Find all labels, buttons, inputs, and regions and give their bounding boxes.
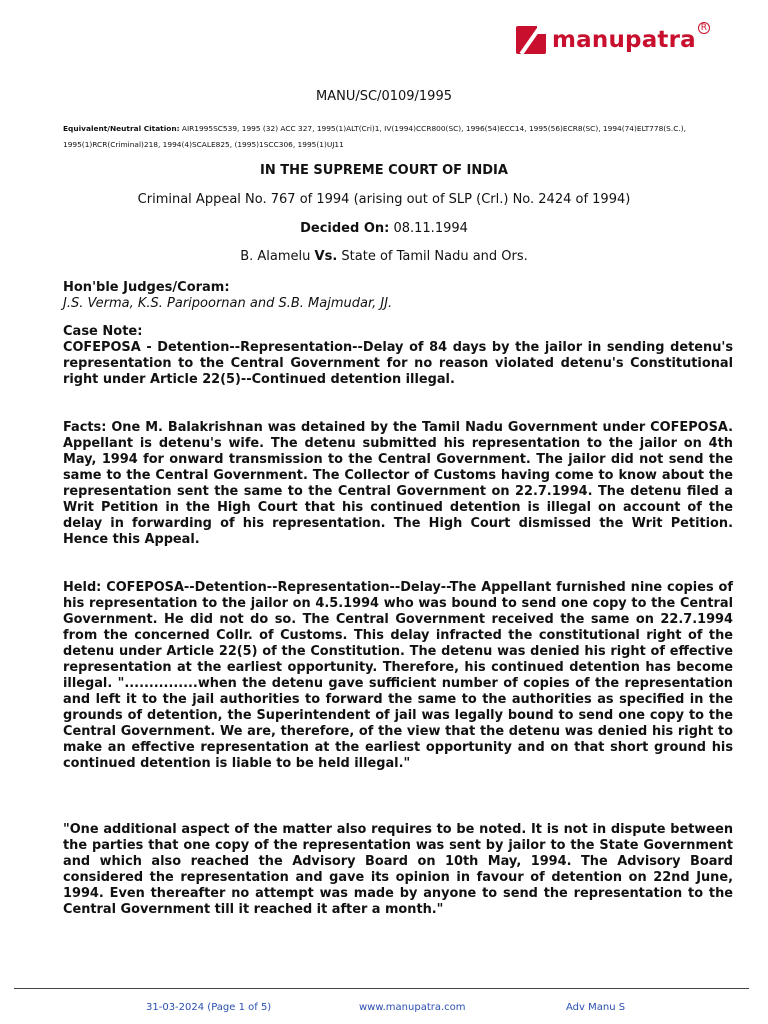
party-respondent: State of Tamil Nadu and Ors. <box>341 249 528 264</box>
footer-user: Adv Manu S <box>566 1002 626 1013</box>
case-note-summary: COFEPOSA - Detention--Representation--Delay of 84 days by the jailor in sending detenu's representation to the Central Government for no reason violated detenu's Constitutional right under Article 22(5)--Continued detention illegal. <box>63 340 733 387</box>
manu-id: MANU/SC/0109/1995 <box>316 89 452 104</box>
brand-name: manupatra <box>552 27 696 53</box>
equivalent-citation <box>63 121 733 153</box>
versus: Vs. <box>314 249 338 264</box>
manupatra-logo <box>516 23 708 56</box>
decided-on <box>0 221 768 236</box>
case-parties <box>0 249 768 264</box>
manupatra-logo-icon <box>516 26 546 54</box>
case-note-heading: Case Note: <box>63 324 143 339</box>
footer-divider <box>14 988 749 989</box>
court-name: IN THE SUPREME COURT OF INDIA <box>260 163 508 178</box>
judges-heading: Hon'ble Judges/Coram: <box>63 280 230 295</box>
case-note-additional: "One additional aspect of the matter also requires to be noted. It is not in dispute between the parties that one copy of the representation was sent by jailor to the State Government and which also reached the Advisory Board on 10th May, 1994. The Advisory Board considered the representation and gave its opinion in favour of detention on 22nd June, 1994. Even thereafter no attempt was made by anyone to send the representation to the Central Government till it reached it after a month." <box>63 822 733 917</box>
judges-list: J.S. Verma, K.S. Paripoornan and S.B. Majmudar, JJ. <box>63 296 393 311</box>
party-appellant: B. Alamelu <box>240 249 311 264</box>
citation-label: Equivalent/Neutral Citation: <box>63 124 180 133</box>
appeal-number: Criminal Appeal No. 767 of 1994 (arising out of SLP (Crl.) No. 2424 of 1994) <box>137 192 631 207</box>
decided-label: Decided On: <box>300 221 390 236</box>
footer-site-link[interactable]: www.manupatra.com <box>359 1002 466 1013</box>
registered-mark: R <box>698 22 710 34</box>
case-note-held: Held: COFEPOSA--Detention--Representation--Delay--The Appellant furnished nine copies of his representation to the jailor on 4.5.1994 who was bound to send one copy to the Central Government. He did not do so. The Central Government received the same on 22.7.1994 from the concerned Collr. of Customs. This delay infracted the constitutional right of the detenu under Article 22(5) of the Constitution. The detenu was denied his right of effective representation at the earliest opportunity. Therefore, his continued detention has become illegal. "...............when the detenu gave sufficient number of copies of the representation and left it to the jail authorities to forward the same to the authorities as specified in the grounds of detention, the Superintendent of jail was legally bound to send one copy to the Central Government. We are, therefore, of the view that the detenu was denied his right to make an effective representation at the earliest opportunity and on that short ground his continued detention is liable to be held illegal." <box>63 580 733 771</box>
decided-date: 08.11.1994 <box>393 221 468 236</box>
citation-text: AIR1995SC539, 1995 (32) ACC 327, 1995(1)ALT(Cri)1, IV(1994)CCR800(SC), 1996(54)ECC14, 1995(56)ECR8(SC), 1994(74)ELT778(S.C.), 1995(1)RCR(Criminal)218, 1994(4)SCALE825, (1995)1SCC306, 1995(1)UJ11 <box>63 124 686 149</box>
footer-date-page: 31-03-2024 (Page 1 of 5) <box>146 1002 272 1013</box>
case-note-facts: Facts: One M. Balakrishnan was detained by the Tamil Nadu Government under COFEPOSA. Appellant is detenu's wife. The detenu submitted his representation to the jailor on 4th May, 1994 for onward transmission to the Central Government. The jailor did not send the same to the Central Government. The Collector of Customs having come to know about the representation sent the same to the Central Government on 22.7.1994. The detenu filed a Writ Petition in the High Court that his continued detention is illegal on account of the delay in forwarding of his representation. The High Court dismissed the Writ Petition. Hence this Appeal. <box>63 420 733 547</box>
